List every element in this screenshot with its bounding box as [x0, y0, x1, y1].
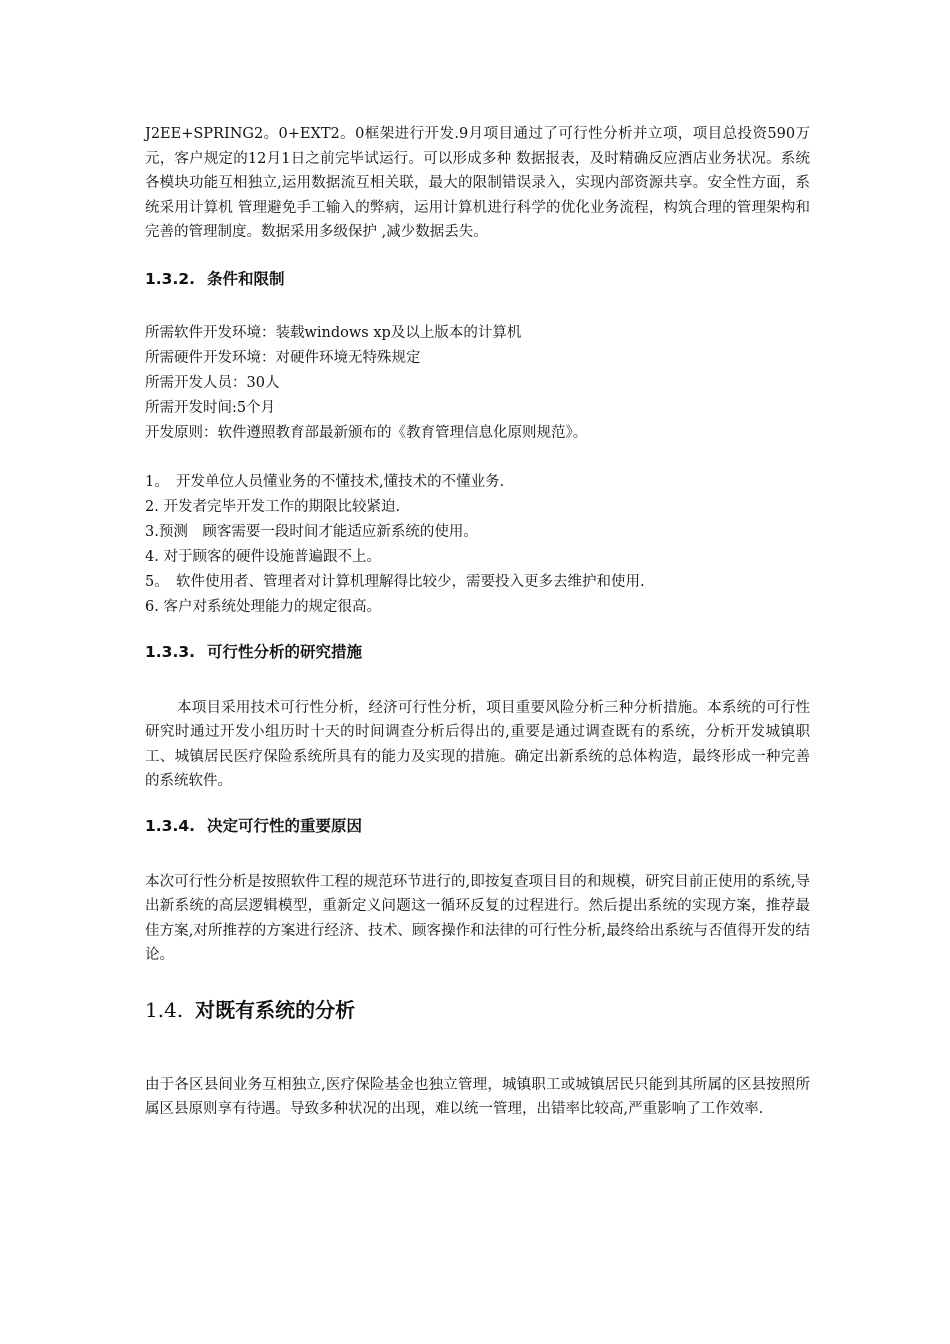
- condition-item: 所需软件开发环境：装载windows xp及以上版本的计算机: [145, 324, 522, 341]
- section-title: 对既有系统的分析: [195, 997, 356, 1022]
- document-page: [145, 122, 810, 1122]
- section-title: 条件和限制: [207, 269, 285, 288]
- intro-paragraph: J2EE+SPRING2。0+EXT2。0框架进行开发.9月项目通过了可行性分析并立项，项目总投资590万元，客户规定的12月1日之前完毕试运行。可以形成多种 数据报表，及时精确反应酒店业务状况。系统各模块功能互相独立,运用数据流互相关联，最大的限制错误录入，实现内部资源共享。安全性方面，系统采用计算机 管理避免手工输入的弊病，运用计算机进行科学的优化业务流程，构筑合理的管理架构和完善的管理制度。数据采用多级保护 ,减少数据丢失。: [145, 126, 810, 240]
- section-title: 可行性分析的研究措施: [207, 642, 363, 661]
- limit-item: 4. 对于顾客的硬件设施普遍跟不上。: [145, 548, 381, 565]
- limit-item: 5。 软件使用者、管理者对计算机理解得比较少，需要投入更多去维护和使用.: [145, 573, 645, 590]
- factors-paragraph: 本次可行性分析是按照软件工程的规范环节进行的,即按复查项目目的和规模，研究目前正使用的系统,导出新系统的高层逻辑模型，重新定义问题这一循环反复的过程进行。然后提出系统的实现方案，推荐最佳方案,对所推荐的方案进行经济、技术、顾客操作和法律的可行性分析,最终给出系统与否值得开发的结论。: [145, 873, 810, 963]
- section-number: 1.3.4.: [145, 816, 196, 835]
- condition-item: 开发原则：软件遵照教育部最新颁布的《教育管理信息化原则规范》。: [145, 424, 588, 441]
- condition-item: 所需开发人员：30人: [145, 374, 280, 391]
- section-number: 1.4.: [145, 997, 184, 1022]
- analysis-paragraph: 由于各区县间业务互相独立,医疗保险基金也独立管理，城镇职工或城镇居民只能到其所属的区县按照所属区县原则享有待遇。导致多种状况的出现，难以统一管理，出错率比较高,严重影响了工作效率.: [145, 1076, 810, 1117]
- condition-item: 所需开发时间:5个月: [145, 399, 276, 416]
- limit-item: 1。 开发单位人员懂业务的不懂技术,懂技术的不懂业务.: [145, 473, 505, 490]
- section-heading-1-3-4: [145, 814, 810, 836]
- limits-list: [145, 470, 810, 620]
- condition-item: 所需硬件开发环境：对硬件环境无特殊规定: [145, 349, 421, 366]
- section-number: 1.3.2.: [145, 269, 196, 288]
- section-title: 决定可行性的重要原因: [207, 816, 363, 835]
- limit-item: 2. 开发者完毕开发工作的期限比较紧迫.: [145, 498, 401, 515]
- section-heading-1-4: [145, 994, 810, 1023]
- methods-paragraph: 本项目采用技术可行性分析，经济可行性分析，项目重要风险分析三种分析措施。本系统的可行性研究时通过开发小组历时十天的时间调查分析后得出的,重要是通过调查既有的系统，分析开发城镇职工、城镇居民医疗保险系统所具有的能力及实现的措施。确定出新系统的总体构造，最终形成一种完善的系统软件。: [145, 699, 810, 789]
- limit-item: 6. 客户对系统处理能力的规定很高。: [145, 598, 381, 615]
- section-number: 1.3.3.: [145, 642, 196, 661]
- conditions-list: [145, 321, 810, 446]
- section-heading-1-3-3: [145, 640, 810, 662]
- section-heading-1-3-2: [145, 267, 810, 289]
- limit-item: 3.预测 顾客需要一段时间才能适应新系统的使用。: [145, 523, 478, 540]
